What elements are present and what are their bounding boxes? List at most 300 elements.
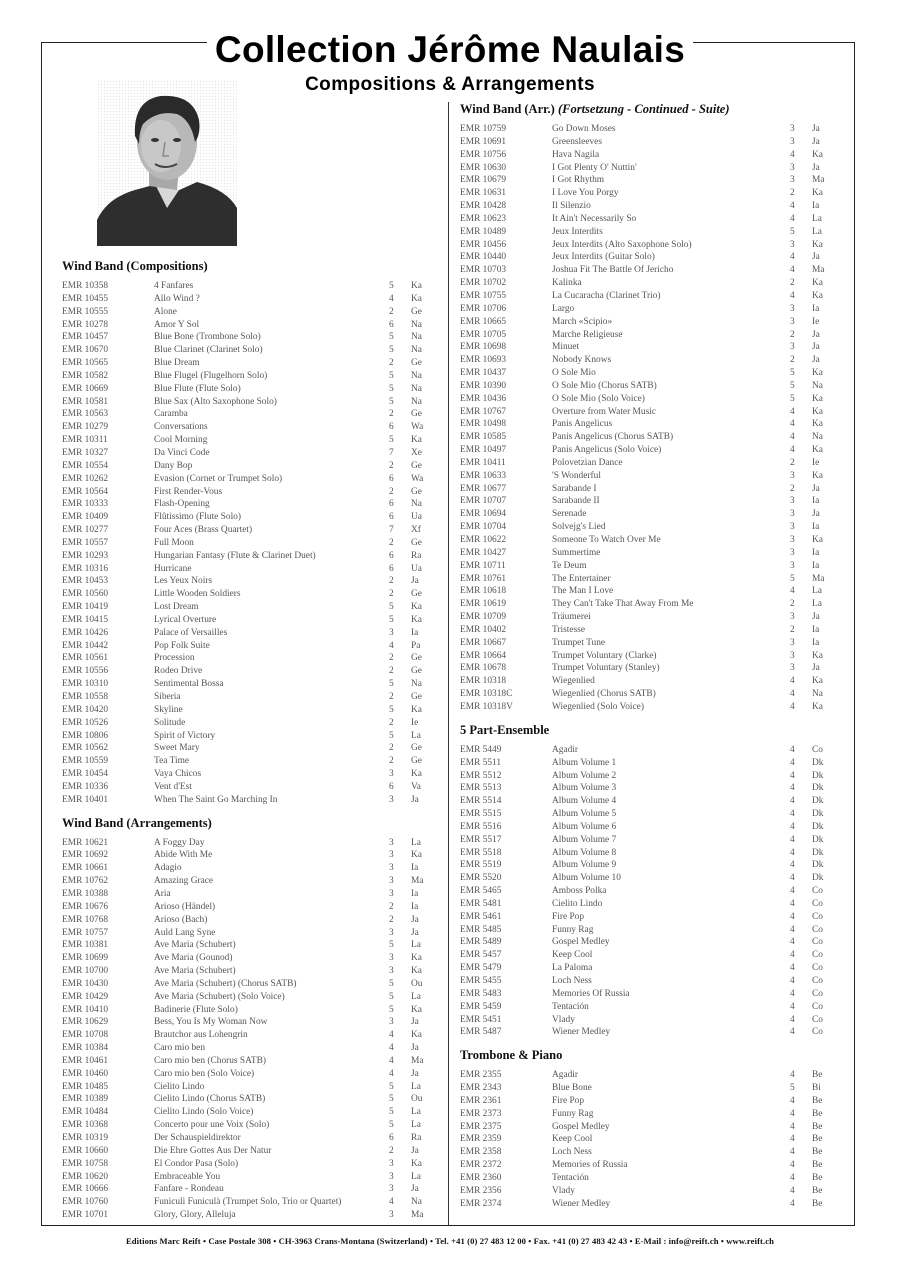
difficulty-grade: 4 — [790, 149, 795, 160]
piece-title: 'S Wonderful — [552, 470, 601, 481]
piece-title: Badinerie (Flute Solo) — [154, 1004, 238, 1015]
piece-title: Loch Ness — [552, 976, 592, 986]
catalog-number: EMR 10629 — [62, 1017, 109, 1028]
piece-title: Cielito Lindo (Solo Voice) — [154, 1107, 254, 1118]
difficulty-grade: 4 — [790, 847, 795, 858]
price-code: Ia — [812, 303, 820, 314]
difficulty-grade: 7 — [389, 447, 394, 458]
catalog-row — [62, 1171, 434, 1184]
piece-title: Minuet — [552, 342, 580, 353]
catalog-row — [460, 560, 840, 573]
catalog-row — [460, 380, 840, 393]
catalog-row — [460, 898, 840, 911]
piece-title: Gospel Medley — [552, 937, 610, 948]
column-divider — [448, 102, 449, 1226]
piece-title: Overture from Water Music — [552, 406, 656, 417]
piece-title: Fanfare - Rondeau — [154, 1184, 224, 1195]
catalog-row — [62, 640, 434, 653]
catalog-number: EMR 10679 — [460, 175, 507, 186]
catalog-number: EMR 2374 — [460, 1198, 502, 1209]
price-code: Be — [812, 1185, 823, 1196]
price-code: Co — [812, 976, 823, 986]
piece-title: Cielito Lindo — [552, 898, 603, 909]
difficulty-grade: 4 — [790, 886, 795, 897]
price-code: La — [812, 213, 822, 224]
price-code: Ia — [812, 201, 820, 212]
difficulty-grade: 2 — [790, 483, 795, 494]
catalog-row — [62, 978, 434, 991]
price-code: Ge — [411, 589, 422, 600]
section-title-text: 5 Part-Ensemble — [460, 722, 550, 737]
catalog-row — [460, 1069, 840, 1082]
difficulty-grade: 3 — [790, 612, 795, 623]
price-code: Co — [812, 1014, 823, 1025]
price-code: Ja — [812, 136, 820, 147]
catalog-row — [460, 847, 840, 860]
catalog-row — [460, 936, 840, 949]
catalog-number: EMR 5465 — [460, 886, 502, 897]
piece-title: It Ain't Necessarily So — [552, 213, 637, 224]
difficulty-grade: 3 — [389, 863, 394, 874]
catalog-row — [62, 1029, 434, 1042]
catalog-section — [460, 722, 840, 1039]
catalog-number: EMR 10384 — [62, 1043, 109, 1054]
piece-title: Wiegenlied — [552, 676, 595, 687]
catalog-number: EMR 10498 — [460, 419, 507, 430]
catalog-number: EMR 10705 — [460, 329, 507, 340]
price-code: Ou — [411, 1094, 423, 1105]
catalog-number: EMR 10759 — [460, 124, 507, 134]
price-code: Dk — [812, 770, 824, 781]
price-code: Be — [812, 1147, 823, 1158]
difficulty-grade: 2 — [790, 329, 795, 340]
piece-title: Vaya Chicos — [154, 769, 202, 780]
catalog-number: EMR 2355 — [460, 1070, 502, 1081]
price-code: La — [411, 1120, 421, 1131]
difficulty-grade: 2 — [389, 653, 394, 664]
catalog-section — [62, 815, 434, 1222]
price-code: La — [411, 1081, 421, 1092]
price-code: Ja — [812, 355, 820, 366]
catalog-section — [460, 1047, 840, 1210]
catalog-row — [460, 277, 840, 290]
catalog-number: EMR 10429 — [62, 991, 109, 1002]
piece-title: Agadir — [552, 744, 579, 755]
catalog-row — [460, 470, 840, 483]
difficulty-grade: 2 — [389, 914, 394, 925]
price-code: Ja — [812, 509, 820, 520]
price-code: Ma — [812, 265, 825, 276]
price-code: Ma — [812, 573, 825, 584]
catalog-number: EMR 10293 — [62, 550, 109, 561]
price-code: Ia — [812, 522, 820, 533]
catalog-row — [460, 885, 840, 898]
catalog-row — [62, 781, 434, 794]
catalog-number: EMR 10562 — [62, 743, 109, 754]
catalog-number: EMR 2360 — [460, 1172, 502, 1183]
difficulty-grade: 2 — [790, 278, 795, 289]
price-code: Be — [812, 1108, 823, 1119]
catalog-number: EMR 10699 — [62, 953, 109, 964]
difficulty-grade: 5 — [389, 1107, 394, 1118]
catalog-row — [460, 1159, 840, 1172]
difficulty-grade: 5 — [389, 345, 394, 356]
catalog-number: EMR 10691 — [460, 136, 507, 147]
piece-title: Album Volume 8 — [552, 847, 617, 858]
price-code: Co — [812, 963, 823, 974]
price-code: Ka — [812, 278, 823, 289]
piece-title: Wiener Medley — [552, 1027, 611, 1038]
catalog-number: EMR 10440 — [460, 252, 507, 263]
price-code: Ka — [812, 650, 823, 661]
piece-title: Ave Maria (Schubert) — [154, 966, 236, 977]
difficulty-grade: 4 — [790, 252, 795, 263]
price-code: Ge — [411, 666, 422, 677]
difficulty-grade: 3 — [790, 342, 795, 353]
catalog-row — [62, 1081, 434, 1094]
catalog-row — [460, 367, 840, 380]
catalog-number: EMR 10436 — [460, 393, 507, 404]
difficulty-grade: 6 — [389, 512, 394, 523]
catalog-number: EMR 5513 — [460, 783, 502, 794]
piece-title: Keep Cool — [552, 950, 593, 961]
difficulty-grade: 5 — [389, 396, 394, 407]
price-code: Ge — [411, 486, 422, 497]
difficulty-grade: 5 — [790, 226, 795, 237]
catalog-row — [460, 1146, 840, 1159]
catalog-number: EMR 5487 — [460, 1027, 502, 1038]
difficulty-grade: 5 — [389, 281, 394, 291]
catalog-number: EMR 10620 — [62, 1171, 109, 1182]
piece-title: Polovetzian Dance — [552, 457, 623, 468]
catalog-row — [460, 239, 840, 252]
catalog-number: EMR 5512 — [460, 770, 502, 781]
catalog-number: EMR 5489 — [460, 937, 502, 948]
piece-title: Funny Rag — [552, 1108, 594, 1119]
piece-title: Evasion (Cornet or Trumpet Solo) — [154, 473, 283, 484]
catalog-row — [460, 988, 840, 1001]
price-code: Ja — [411, 576, 419, 587]
piece-title: Go Down Moses — [552, 124, 616, 134]
composer-photo — [97, 80, 237, 246]
section-title — [62, 815, 434, 831]
price-code: Ka — [812, 239, 823, 250]
piece-title: Caro mio ben (Solo Voice) — [154, 1068, 255, 1079]
catalog-number: EMR 10489 — [460, 226, 507, 237]
catalog-row — [460, 834, 840, 847]
catalog-row — [460, 213, 840, 226]
catalog-row — [460, 1014, 840, 1027]
piece-title: Blue Bone — [552, 1083, 592, 1094]
catalog-row — [460, 547, 840, 560]
catalog-number: EMR 10277 — [62, 525, 109, 536]
difficulty-grade: 4 — [790, 783, 795, 794]
catalog-row — [62, 755, 434, 768]
piece-title: 4 Fanfares — [154, 281, 194, 291]
price-code: Ie — [812, 457, 820, 468]
difficulty-grade: 2 — [389, 901, 394, 912]
catalog-number: EMR 10460 — [62, 1068, 109, 1079]
piece-title: Lyrical Overture — [154, 614, 217, 625]
catalog-number: EMR 10762 — [62, 876, 109, 887]
catalog-row — [62, 1068, 434, 1081]
difficulty-grade: 4 — [790, 1027, 795, 1038]
price-code: Co — [812, 1027, 823, 1038]
piece-title: Rodeo Drive — [154, 666, 203, 677]
difficulty-grade: 4 — [790, 976, 795, 986]
piece-title: Arioso (Händel) — [154, 901, 216, 912]
catalog-number: EMR 10428 — [460, 201, 507, 212]
catalog-number: EMR 2375 — [460, 1121, 502, 1132]
piece-title: Brautchor aus Lohengrin — [154, 1030, 248, 1041]
catalog-row — [62, 1196, 434, 1209]
catalog-row — [460, 303, 840, 316]
piece-title: Auld Lang Syne — [154, 927, 216, 938]
piece-title: Aria — [154, 888, 171, 899]
catalog-row — [62, 849, 434, 862]
difficulty-grade: 4 — [389, 1055, 394, 1066]
price-code: Xf — [411, 525, 421, 536]
price-code: Co — [812, 950, 823, 961]
catalog-row — [62, 511, 434, 524]
piece-title: Memories Of Russia — [552, 988, 630, 999]
price-code: La — [411, 837, 421, 848]
difficulty-grade: 2 — [790, 188, 795, 199]
piece-title: Joshua Fit The Battle Of Jericho — [552, 265, 674, 276]
piece-title: Caro mio ben — [154, 1043, 206, 1054]
price-code: Ia — [812, 496, 820, 507]
catalog-number: EMR 5519 — [460, 860, 502, 871]
catalog-row — [62, 888, 434, 901]
price-code: Ge — [411, 460, 422, 471]
price-code: Be — [812, 1172, 823, 1183]
catalog-row — [62, 1183, 434, 1196]
difficulty-grade: 3 — [790, 175, 795, 186]
price-code: Ka — [411, 953, 422, 964]
price-code: La — [411, 730, 421, 741]
price-code: Dk — [812, 873, 824, 884]
difficulty-grade: 3 — [389, 1017, 394, 1028]
catalog-number: EMR 10581 — [62, 396, 109, 407]
difficulty-grade: 4 — [790, 676, 795, 687]
catalog-row — [62, 370, 434, 383]
catalog-row — [460, 495, 840, 508]
difficulty-grade: 5 — [790, 393, 795, 404]
difficulty-grade: 2 — [389, 486, 394, 497]
catalog-row — [460, 251, 840, 264]
price-code: Ma — [812, 175, 825, 186]
piece-title: Caro mio ben (Chorus SATB) — [154, 1055, 266, 1066]
price-code: Ka — [812, 445, 823, 456]
difficulty-grade: 5 — [389, 614, 394, 625]
catalog-row — [62, 914, 434, 927]
catalog-number: EMR 10703 — [460, 265, 507, 276]
price-code: La — [411, 1171, 421, 1182]
catalog-row — [460, 1095, 840, 1108]
catalog-row — [62, 319, 434, 332]
difficulty-grade: 3 — [389, 794, 394, 805]
catalog-row — [62, 991, 434, 1004]
piece-title: Hurricane — [154, 563, 192, 574]
price-code: Ge — [411, 743, 422, 754]
catalog-number: EMR 10457 — [62, 332, 109, 343]
section-title-text: Wind Band (Arrangements) — [62, 815, 212, 830]
piece-title: Blue Clarinet (Clarinet Solo) — [154, 345, 263, 356]
piece-title: Bess, You Is My Woman Now — [154, 1017, 268, 1028]
difficulty-grade: 2 — [790, 599, 795, 610]
catalog-number: EMR 10310 — [62, 679, 109, 690]
catalog-row — [460, 821, 840, 834]
difficulty-grade: 2 — [389, 1145, 394, 1156]
piece-title: I Love You Porgy — [552, 188, 619, 199]
catalog-number: EMR 10316 — [62, 563, 109, 574]
difficulty-grade: 4 — [790, 1198, 795, 1209]
catalog-number: EMR 10806 — [62, 730, 109, 741]
piece-title: Il Silenzio — [552, 201, 591, 212]
catalog-row — [62, 665, 434, 678]
catalog-number: EMR 5451 — [460, 1014, 502, 1025]
catalog-row — [460, 200, 840, 213]
catalog-row — [460, 872, 840, 885]
price-code: Ua — [411, 512, 422, 523]
catalog-row — [460, 290, 840, 303]
catalog-number: EMR 10665 — [460, 316, 507, 327]
catalog-number: EMR 10768 — [62, 914, 109, 925]
piece-title: I Got Plenty O' Nuttin' — [552, 162, 637, 173]
price-code: Co — [812, 898, 823, 909]
catalog-number: EMR 10565 — [62, 358, 109, 369]
piece-title: Serenade — [552, 509, 587, 520]
price-code: Ja — [411, 927, 419, 938]
piece-title: I Got Rhythm — [552, 175, 605, 186]
difficulty-grade: 4 — [790, 213, 795, 224]
difficulty-grade: 4 — [790, 809, 795, 820]
piece-title: Album Volume 2 — [552, 770, 617, 781]
catalog-row — [62, 768, 434, 781]
price-code: Na — [812, 432, 823, 443]
catalog-row — [62, 588, 434, 601]
difficulty-grade: 3 — [790, 650, 795, 661]
catalog-row — [62, 1132, 434, 1145]
catalog-row — [62, 704, 434, 717]
piece-title: Arioso (Bach) — [154, 914, 208, 925]
price-code: Pa — [411, 640, 421, 651]
catalog-number: EMR 10262 — [62, 473, 109, 484]
price-code: Ia — [812, 637, 820, 648]
price-code: Ka — [411, 1030, 422, 1041]
piece-title: Träumerei — [552, 612, 591, 623]
catalog-section — [460, 101, 840, 714]
catalog-row — [460, 662, 840, 675]
price-code: Ka — [411, 281, 422, 291]
piece-title: Vlady — [552, 1014, 575, 1025]
catalog-number: EMR 10442 — [62, 640, 109, 651]
catalog-number: EMR 10698 — [460, 342, 507, 353]
title-band — [0, 28, 900, 72]
price-code: Ka — [812, 368, 823, 379]
catalog-row — [62, 1093, 434, 1106]
catalog-row — [62, 408, 434, 421]
catalog-number: EMR 10757 — [62, 927, 109, 938]
price-code: Na — [812, 689, 823, 700]
piece-title: Largo — [552, 303, 575, 314]
catalog-row — [62, 601, 434, 614]
price-code: Ka — [812, 419, 823, 430]
catalog-row — [460, 650, 840, 663]
piece-title: Solvejg's Lied — [552, 522, 606, 533]
price-code: Bi — [812, 1083, 821, 1094]
price-code: Ia — [411, 863, 419, 874]
piece-title: Little Wooden Soldiers — [154, 589, 241, 600]
difficulty-grade: 6 — [389, 550, 394, 561]
catalog-row — [460, 624, 840, 637]
piece-title: Siberia — [154, 692, 181, 702]
catalog-number: EMR 10761 — [460, 573, 507, 584]
catalog-number: EMR 10622 — [460, 535, 507, 545]
price-code: Ka — [812, 393, 823, 404]
piece-title: Wiener Medley — [552, 1198, 611, 1209]
catalog-row — [62, 794, 434, 807]
difficulty-grade: 2 — [389, 692, 394, 702]
piece-title: March «Scipio» — [552, 316, 613, 327]
difficulty-grade: 2 — [790, 624, 795, 635]
piece-title: Der Schauspieldirektor — [154, 1133, 241, 1143]
difficulty-grade: 2 — [389, 666, 394, 677]
catalog-number: EMR 10755 — [460, 290, 507, 301]
difficulty-grade: 5 — [389, 679, 394, 690]
piece-title: El Condor Pasa (Solo) — [154, 1158, 239, 1169]
difficulty-grade: 4 — [790, 1070, 795, 1081]
piece-title: Allo Wind ? — [154, 293, 200, 304]
price-code: Dk — [812, 834, 824, 845]
price-code: Va — [411, 781, 421, 792]
catalog-number: EMR 5485 — [460, 924, 502, 935]
catalog-number: EMR 10430 — [62, 978, 109, 989]
difficulty-grade: 3 — [389, 876, 394, 887]
piece-title: Agadir — [552, 1070, 579, 1081]
portrait-image — [97, 80, 237, 246]
price-code: Co — [812, 937, 823, 948]
price-code: Ou — [411, 978, 423, 989]
catalog-row — [460, 174, 840, 187]
difficulty-grade: 2 — [389, 409, 394, 420]
difficulty-grade: 4 — [790, 265, 795, 276]
catalog-row — [62, 396, 434, 409]
price-code: Ia — [411, 888, 419, 899]
difficulty-grade: 4 — [790, 796, 795, 807]
price-code: Ja — [812, 329, 820, 340]
difficulty-grade: 5 — [790, 380, 795, 391]
catalog-number: EMR 10678 — [460, 663, 507, 674]
piece-title: Alone — [154, 306, 177, 317]
price-code: Na — [411, 383, 422, 394]
difficulty-grade: 4 — [790, 406, 795, 417]
price-code: Ma — [411, 1210, 424, 1221]
catalog-row — [62, 1004, 434, 1017]
catalog-number: EMR 10563 — [62, 409, 109, 420]
difficulty-grade: 3 — [389, 850, 394, 861]
catalog-row — [460, 1133, 840, 1146]
difficulty-grade: 2 — [389, 460, 394, 471]
price-code: Be — [812, 1134, 823, 1145]
catalog-number: EMR 10664 — [460, 650, 507, 661]
piece-title: Album Volume 9 — [552, 860, 617, 871]
catalog-number: EMR 10311 — [62, 435, 108, 446]
catalog-row — [460, 1026, 840, 1039]
difficulty-grade: 6 — [389, 781, 394, 792]
piece-title: Jeux Interdits (Guitar Solo) — [552, 252, 655, 263]
catalog-row — [460, 598, 840, 611]
